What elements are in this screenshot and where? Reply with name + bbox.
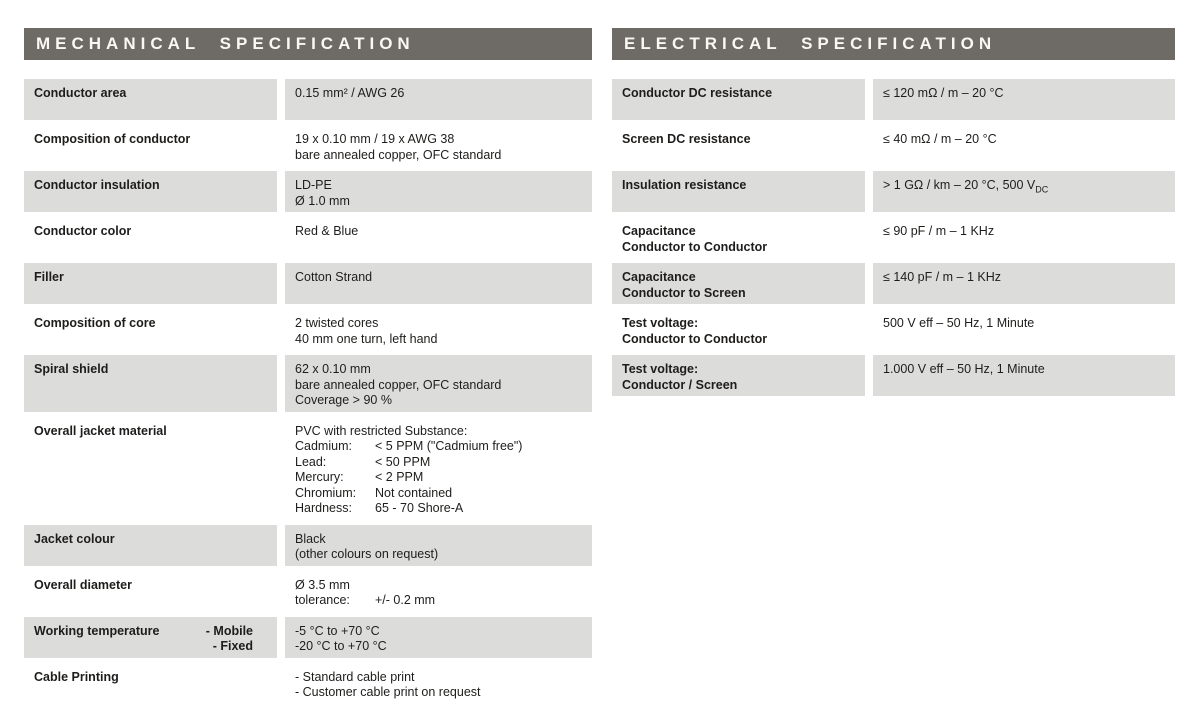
spec-row-conductor-dc-resistance (612, 79, 1175, 120)
spec-label (24, 79, 277, 120)
spec-label-text: Overall diameter (34, 577, 132, 592)
value-line: 0.15 mm² / AWG 26 (295, 86, 405, 100)
spec-label (612, 263, 865, 304)
spec-value (285, 617, 592, 658)
value-line: 1.000 V eff – 50 Hz, 1 Minute (883, 362, 1045, 376)
spec-label-text: Conductor color (34, 224, 132, 238)
value-line: ≤ 90 pF / m – 1 KHz (883, 224, 995, 238)
spec-label (612, 79, 865, 120)
spec-label-text: Composition of core (34, 316, 156, 330)
spec-value (873, 79, 1175, 120)
value-line: Ø 1.0 mm (295, 193, 350, 208)
value-line: Coverage > 90 % (295, 393, 392, 407)
value-line: - Customer cable print on request (295, 685, 481, 699)
spec-label-text: Filler (34, 270, 64, 284)
value-line: bare annealed copper, OFC standard (295, 377, 502, 392)
spec-table-mechanical (24, 79, 592, 704)
spec-row-composition-of-conductor (24, 125, 592, 166)
value-line: -5 °C to +70 °C (295, 623, 380, 638)
spec-label-text: Jacket colour (34, 531, 115, 546)
value-key: tolerance: (295, 593, 350, 607)
spec-value (285, 571, 592, 612)
value-line: LD-PE (295, 178, 332, 192)
value-val: Not contained (375, 485, 453, 500)
spec-label-text: Conductor area (34, 86, 127, 100)
spec-row-test-voltage (612, 309, 1175, 350)
spec-label (24, 171, 277, 212)
spec-row-jacket-colour (24, 525, 592, 566)
spec-value (873, 263, 1175, 304)
spec-value (285, 355, 592, 412)
spec-value (285, 171, 592, 212)
spec-row-conductor-color (24, 217, 592, 258)
value-line: Cotton Strand (295, 270, 373, 284)
spec-label-text: Capacitance Conductor to Screen (622, 270, 746, 300)
spec-label (612, 171, 865, 212)
spec-row-spiral-shield (24, 355, 592, 412)
value-key: Chromium: (295, 485, 357, 500)
value-line: Ø 3.5 mm (295, 577, 350, 592)
value-line: 40 mm one turn, left hand (295, 331, 438, 346)
spec-table-electrical (612, 79, 1175, 396)
spec-label (24, 663, 277, 704)
spec-label (24, 263, 277, 304)
spec-row-capacitance (612, 263, 1175, 304)
spec-label (24, 309, 277, 350)
spec-value (285, 663, 592, 704)
value-line: Red & Blue (295, 224, 359, 238)
spec-value (285, 263, 592, 304)
value-key: Hardness: (295, 501, 352, 515)
value-line (295, 501, 582, 517)
spec-row-composition-of-core (24, 309, 592, 350)
spec-label (612, 125, 865, 166)
value-line: 62 x 0.10 mm (295, 362, 371, 376)
spec-label (24, 617, 277, 658)
value-val: < 2 PPM (375, 470, 424, 484)
spec-label (24, 355, 277, 412)
value-line: ≤ 120 mΩ / m – 20 °C (883, 86, 1004, 100)
spec-label (612, 217, 865, 258)
spec-value (285, 79, 592, 120)
value-line (295, 455, 582, 471)
value-line (295, 593, 582, 609)
spec-row-overall-diameter (24, 571, 592, 612)
value-val: +/- 0.2 mm (375, 593, 436, 607)
value-line: ≤ 40 mΩ / m – 20 °C (883, 132, 997, 146)
spec-label-text: Insulation resistance (622, 178, 747, 192)
spec-label (612, 309, 865, 350)
value-line: Black (295, 531, 326, 546)
spec-label-text: Overall jacket material (34, 423, 167, 438)
spec-label (24, 125, 277, 166)
spec-value (285, 525, 592, 566)
spec-value (285, 217, 592, 258)
value-line: (other colours on request) (295, 547, 439, 561)
spec-row-conductor-insulation (24, 171, 592, 212)
spec-label-text: Screen DC resistance (622, 132, 751, 146)
spec-label-text: Test voltage: Conductor / Screen (622, 362, 738, 392)
spec-label-text: Working temperature (34, 623, 160, 638)
value-line (295, 486, 582, 502)
spec-row-conductor-area (24, 79, 592, 120)
value-val: 65 - 70 Shore-A (375, 501, 464, 515)
value-line: ≤ 140 pF / m – 1 KHz (883, 270, 1002, 284)
value-line: 500 V eff – 50 Hz, 1 Minute (883, 316, 1035, 330)
section-header-electrical: ELECTRICAL SPECIFICATION (612, 28, 1175, 60)
spec-label-text: Test voltage: Conductor to Conductor (622, 316, 768, 346)
spec-row-overall-jacket-material (24, 417, 592, 520)
value-val: < 5 PPM ("Cadmium free") (375, 439, 523, 453)
value-key: Lead: (295, 454, 327, 469)
spec-row-screen-dc-resistance (612, 125, 1175, 166)
spec-value (873, 125, 1175, 166)
spec-label-text: Conductor insulation (34, 178, 160, 192)
value-line: bare annealed copper, OFC standard (295, 147, 502, 162)
value-val: < 50 PPM (375, 454, 431, 469)
spec-row-insulation-resistance (612, 171, 1175, 212)
value-line: -20 °C to +70 °C (295, 639, 387, 653)
spec-value (285, 417, 592, 520)
spec-value (873, 355, 1175, 396)
spec-label-text: Cable Printing (34, 669, 119, 684)
value-key: Cadmium: (295, 439, 352, 453)
spec-label-text: Capacitance Conductor to Conductor (622, 224, 768, 254)
value-line: > 1 GΩ / km – 20 °C, 500 $V_{DC}$ (883, 178, 1049, 195)
section-header-mechanical: MECHANICAL SPECIFICATION (24, 28, 592, 60)
spec-label (612, 355, 865, 396)
spec-label (24, 417, 277, 520)
spec-label-right: - Mobile - Fixed (205, 623, 253, 653)
spec-row-cable-printing (24, 663, 592, 704)
spec-row-filler (24, 263, 592, 304)
section-mechanical-specification (24, 28, 592, 709)
spec-row-capacitance (612, 217, 1175, 258)
spec-row-working-temperature (24, 617, 592, 658)
section-electrical-specification (612, 28, 1175, 709)
value-key: Mercury: (295, 470, 344, 484)
spec-value (873, 171, 1175, 212)
spec-label (24, 217, 277, 258)
value-line: 19 x 0.10 mm / 19 x AWG 38 (295, 132, 455, 146)
spec-value (285, 125, 592, 166)
spec-value (873, 309, 1175, 350)
value-line (295, 470, 582, 486)
spec-label-text: Conductor DC resistance (622, 86, 773, 100)
value-line (295, 439, 582, 455)
spec-value (285, 309, 592, 350)
spec-value (873, 217, 1175, 258)
spec-row-test-voltage (612, 355, 1175, 396)
value-line: PVC with restricted Substance: (295, 423, 468, 438)
spec-label-text: Spiral shield (34, 362, 109, 376)
spec-label (24, 571, 277, 612)
value-line: 2 twisted cores (295, 316, 379, 330)
value-line: - Standard cable print (295, 669, 415, 684)
spec-label (24, 525, 277, 566)
spec-label-text: Composition of conductor (34, 132, 191, 146)
